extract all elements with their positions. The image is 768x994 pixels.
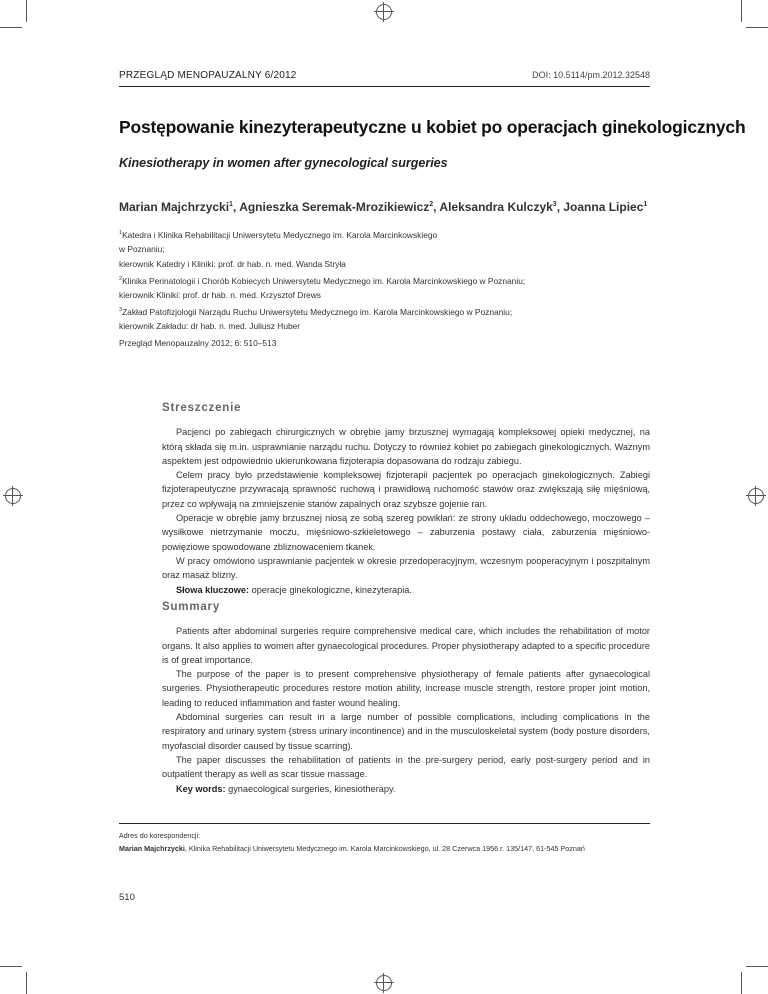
key-words	[162, 782, 650, 796]
registration-mark-icon	[748, 488, 764, 504]
crop-mark	[0, 27, 22, 28]
author-sup: 3	[552, 201, 557, 208]
abstract-heading: Streszczenie	[162, 402, 242, 414]
keywords-text: operacje ginekologiczne, kinezyterapia.	[251, 584, 412, 595]
journal-header: PRZEGLĄD MENOPAUZALNY 6/2012	[119, 70, 297, 81]
page-number: 510	[119, 892, 135, 903]
summary-paragraph: Patients after abdominal surgeries require comprehensive medical care, which includes the rehabilitation of motor organs. It also applies to women after gynaecological procedures. Proper physiotherapy adapted to a specific procedure is of great importance.	[162, 626, 650, 665]
affiliation-line: kierownik Katedry i Kliniki: prof. dr hab. n. med. Wanda Stryła	[119, 258, 346, 269]
author-sup: 2	[429, 201, 434, 208]
article-subtitle: Kinesiotherapy in women after gynecological surgeries	[119, 156, 448, 170]
author-sup: 1	[229, 201, 233, 208]
abstract-english	[162, 600, 650, 796]
crop-mark	[746, 966, 768, 967]
summary-heading: Summary	[162, 601, 221, 613]
affiliation-line: w Poznaniu;	[119, 244, 165, 255]
registration-mark-icon	[376, 4, 392, 20]
header-divider	[119, 86, 650, 87]
affiliation-line: kierownik Kliniki: prof. dr hab. n. med. Krzysztof Drews	[119, 289, 321, 300]
affiliation-line: kierownik Zakładu: dr hab. n. med. Juliusz Huber	[119, 320, 301, 331]
keywords-label: Słowa kluczowe:	[176, 584, 250, 595]
registration-mark-icon	[376, 975, 392, 991]
doi[interactable]: DOI: 10.5114/pm.2012.32548	[532, 70, 650, 80]
summary-paragraph: Abdominal surgeries can result in a large number of possible complications, including complications in the respiratory and urinary system (stress urinary incontinence) and in the musculoskeletal system (body posture disorders, myofascial disorder caused by tissue scarring).	[162, 712, 650, 751]
author-list: Marian Majchrzycki$^1$, Agnieszka Seremak-Mrozikiewicz$^2$, Aleksandra Kulczyk$^3$, Joanna Lipiec$^1$	[119, 200, 648, 214]
crop-mark	[741, 972, 742, 994]
crop-mark	[26, 0, 27, 22]
crop-mark	[741, 0, 742, 22]
correspondence-address-line	[119, 842, 659, 855]
correspondence-name: Marian Majchrzycki	[119, 844, 185, 853]
crop-mark	[0, 966, 22, 967]
affiliations	[119, 226, 659, 334]
article-title: Postępowanie kinezyterapeutyczne u kobiet po operacjach ginekologicznych	[119, 117, 746, 137]
affiliation-line: $^2$Klinika Perinatologii i Chorób Kobiecych Uniwersytetu Medycznego im. Karola Marcinkowskiego w Poznaniu;	[119, 275, 526, 286]
author-sup: 1	[643, 201, 648, 208]
correspondence	[119, 829, 659, 855]
correspondence-address: , Klinika Rehabilitacji Uniwersytetu Medycznego im. Karola Marcinkowskiego, ul. 28 Czerwca 1956 r. 135/147, 61-545 Poznań	[184, 844, 585, 853]
keywords	[162, 583, 650, 597]
summary-paragraph: The purpose of the paper is to present comprehensive physiotherapy of female patients after gynaecological surgeries. Physiotherapeutic procedures restore motion ability, increase muscle strength, restore proper joint motion, leading to reduced inflammation and faster wound healing.	[162, 669, 650, 708]
affiliation-line: $^1$Katedra i Klinika Rehabilitacji Uniwersytetu Medycznego im. Karola Marcinkowskiego	[119, 229, 438, 240]
abstract-paragraph: W pracy omówiono usprawnianie pacjentek w okresie przedoperacyjnym, wczesnym pooperacyjnym i poszpitalnym oraz masaż blizny.	[162, 555, 650, 581]
summary-paragraph: The paper discusses the rehabilitation of patients in the pre-surgery period, early post-surgery period and in outpatient therapy as well as scar tissue massage.	[162, 754, 650, 780]
author-name: Aleksandra Kulczyk	[439, 200, 553, 214]
author-name: Joanna Lipiec	[563, 200, 644, 214]
key-words-text: gynaecological surgeries, kinesiotherapy.	[228, 783, 396, 794]
abstract-polish	[162, 401, 650, 597]
correspondence-label: Adres do korespondencji:	[119, 831, 201, 840]
key-words-label: Key words:	[176, 783, 226, 794]
citation: Przegląd Menopauzalny 2012; 6: 510–513	[119, 338, 277, 348]
registration-mark-icon	[5, 488, 21, 504]
abstract-paragraph: Operacje w obrębie jamy brzusznej niosą ze sobą szereg powikłań: ze strony układu oddechowego, moczowego – wysiłkowe nietrzymanie moczu, mięśniowo-szkieletowego – zaburzenia postawy ciała, zaburzenia mięśniowo-powięziowe spowodowane zbliznowaceniem tkanek.	[162, 513, 650, 552]
author-name: Marian Majchrzycki	[119, 200, 230, 214]
crop-mark	[26, 972, 27, 994]
crop-mark	[746, 27, 768, 28]
abstract-paragraph: Celem pracy było przedstawienie kompleksowej fizjoterapii pacjentek po operacjach ginekologicznych. Zabiegi fizjoterapeutyczne przywracają sprawność ruchową i prawidłową ruchomość stawów oraz zwiększają siłę mięśniową, przez co wpływają na zmniejszenie stanów zapalnych oraz szybsze gojenie ran.	[162, 470, 650, 509]
affiliation-line: $^3$Zakład Patofizjologii Narządu Ruchu Uniwersytetu Medycznego im. Karola Marcinkowskiego w Poznaniu;	[119, 306, 513, 317]
footer-divider	[119, 823, 650, 824]
author-name: Agnieszka Seremak-Mrozikiewicz	[239, 200, 430, 214]
abstract-paragraph: Pacjenci po zabiegach chirurgicznych w obrębie jamy brzusznej wymagają kompleksowej opieki medycznej, na którą składa się m.in. usprawnianie narządu ruchu. Dotyczy to również kobiet po zabiegach ginekologicznych. Ważnym aspektem jest odpowiednio ukierunkowana fizjoterapia dopasowana do rodzaju zabiegu.	[162, 427, 650, 466]
